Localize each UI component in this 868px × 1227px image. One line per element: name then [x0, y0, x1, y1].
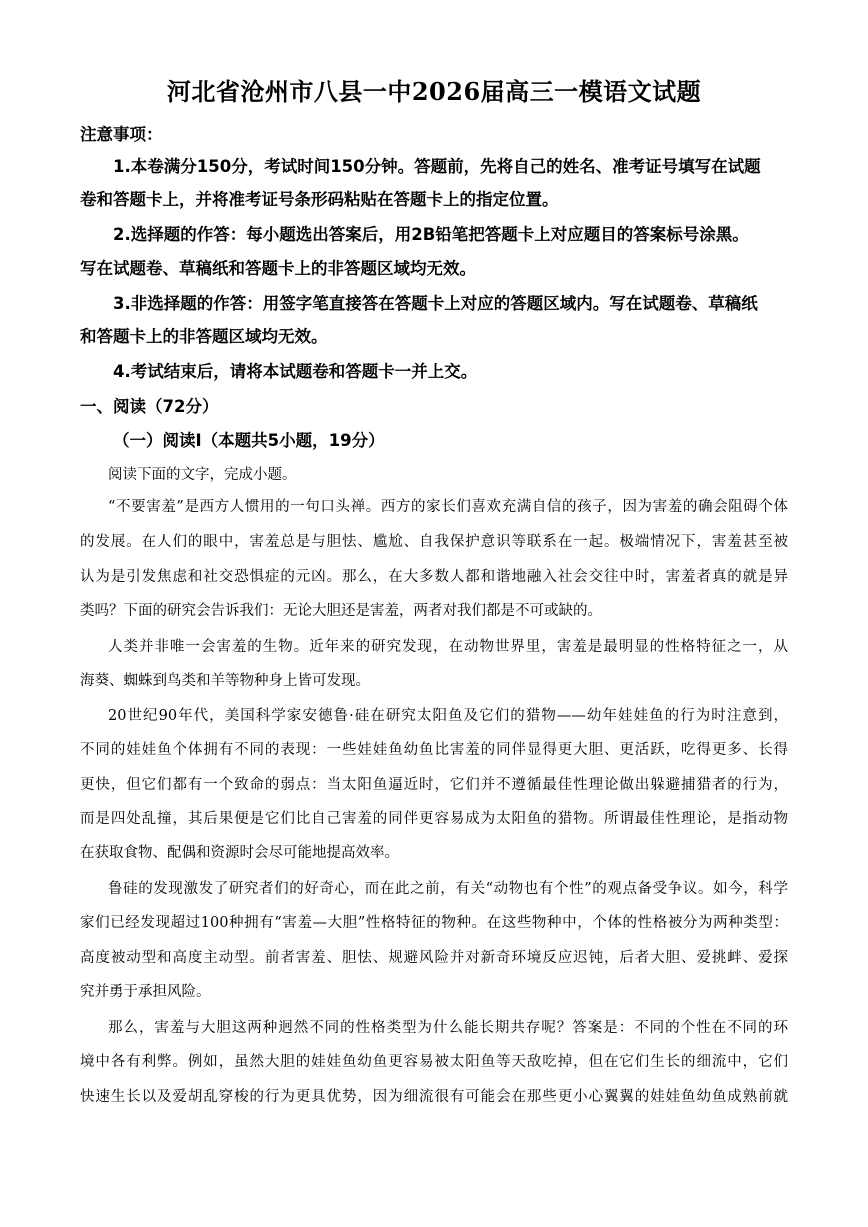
section-heading: 一、阅读（72分）	[80, 397, 219, 416]
notice-3-line-1: 3.非选择题的作答：用签字笔直接答在答题卡上对应的答题区域内。写在试题卷、草稿纸	[113, 294, 758, 313]
para3-line-3: 更快，但它们都有一个致命的弱点：当太阳鱼逼近时，它们并不遵循最佳性理论做出躲避捕猎者的行为，	[80, 777, 788, 793]
para2-line-2: 海葵、蜘蛛到鸟类和羊等物种身上皆可发现。	[80, 673, 370, 689]
para5-line-1: 那么，害羞与大胆这两种迥然不同的性格类型为什么能长期共存呢？答案是：不同的个性在不同的环	[108, 1020, 788, 1036]
para3-line-1: 20世纪90年代，美国科学家安德鲁·硅在研究太阳鱼及它们的猎物——幼年娃娃鱼的行为时注意到，	[108, 708, 788, 724]
para4-line-1: 鲁硅的发现激发了研究者们的好奇心，而在此之前，有关“动物也有个性”的观点备受争议。如今，科学	[108, 881, 788, 897]
notice-2-line-1: 2.选择题的作答：每小题选出答案后，用2B铅笔把答题卡上对应题目的答案标号涂黑。	[113, 225, 749, 244]
notice-heading: 注意事项：	[80, 125, 163, 144]
para3-line-2: 不同的娃娃鱼个体拥有不同的表现：一些娃娃鱼幼鱼比害羞的同伴显得更大胆、更活跃，吃得更多、长得	[80, 742, 788, 758]
page-title: 河北省沧州市八县一中2026届高三一模语文试题	[166, 77, 702, 106]
notice-4: 4.考试结束后，请将本试题卷和答题卡一并上交。	[113, 362, 478, 381]
para4-line-2: 家们已经发现超过100种拥有“害羞—大胆”性格特征的物种。在这些物种中，个体的性格被分为两种类型：	[80, 915, 788, 931]
para5-line-3: 快速生长以及爱胡乱穿梭的行为更具优势，因为细流很有可能会在那些更小心翼翼的娃娃鱼幼鱼成熟前就	[80, 1089, 788, 1105]
para1-line-2: 的发展。在人们的眼中，害羞总是与胆怯、尴尬、自我保护意识等联系在一起。极端情况下，害羞甚至被	[80, 534, 788, 550]
para1-line-3: 认为是引发焦虑和社交恐惧症的元凶。那么，在大多数人都和谐地融入社会交往中时，害羞者真的就是异	[80, 569, 788, 585]
instruction: 阅读下面的文字，完成小题。	[108, 467, 297, 483]
para4-line-4: 究并勇于承担风险。	[80, 984, 211, 1000]
notice-1-line-1: 1.本卷满分150分，考试时间150分钟。答题前，先将自己的姓名、准考证号填写在试题	[113, 157, 761, 176]
para4-line-3: 高度被动型和高度主动型。前者害羞、胆怯、规避风险并对新奇环境反应迟钝，后者大胆、爱挑衅、爱探	[80, 950, 788, 966]
subsection-heading: （一）阅读Ⅰ（本题共5小题，19分）	[113, 431, 385, 450]
para1-line-4: 类吗？下面的研究会告诉我们：无论大胆还是害羞，两者对我们都是不可或缺的。	[80, 603, 602, 619]
para5-line-2: 境中各有利弊。例如，虽然大胆的娃娃鱼幼鱼更容易被太阳鱼等天敌吃掉，但在它们生长的细流中，它们	[80, 1054, 788, 1070]
para3-line-4: 而是四处乱撞，其后果便是它们比自己害羞的同伴更容易成为太阳鱼的猎物。所谓最佳性理论，是指动物	[80, 811, 788, 827]
para3-line-5: 在获取食物、配偶和资源时会尽可能地提高效率。	[80, 845, 399, 861]
notice-3-line-2: 和答题卡上的非答题区域均无效。	[80, 327, 328, 346]
para1-line-1: “不要害羞”是西方人惯用的一句口头禅。西方的家长们喜欢充满自信的孩子，因为害羞的确会阻碍个体	[108, 499, 788, 515]
para2-line-1: 人类并非唯一会害羞的生物。近年来的研究发现，在动物世界里，害羞是最明显的性格特征之一，从	[108, 639, 788, 655]
notice-1-line-2: 卷和答题卡上，并将准考证号条形码粘贴在答题卡上的指定位置。	[80, 190, 559, 209]
notice-2-line-2: 写在试题卷、草稿纸和答题卡上的非答题区域均无效。	[80, 259, 476, 278]
